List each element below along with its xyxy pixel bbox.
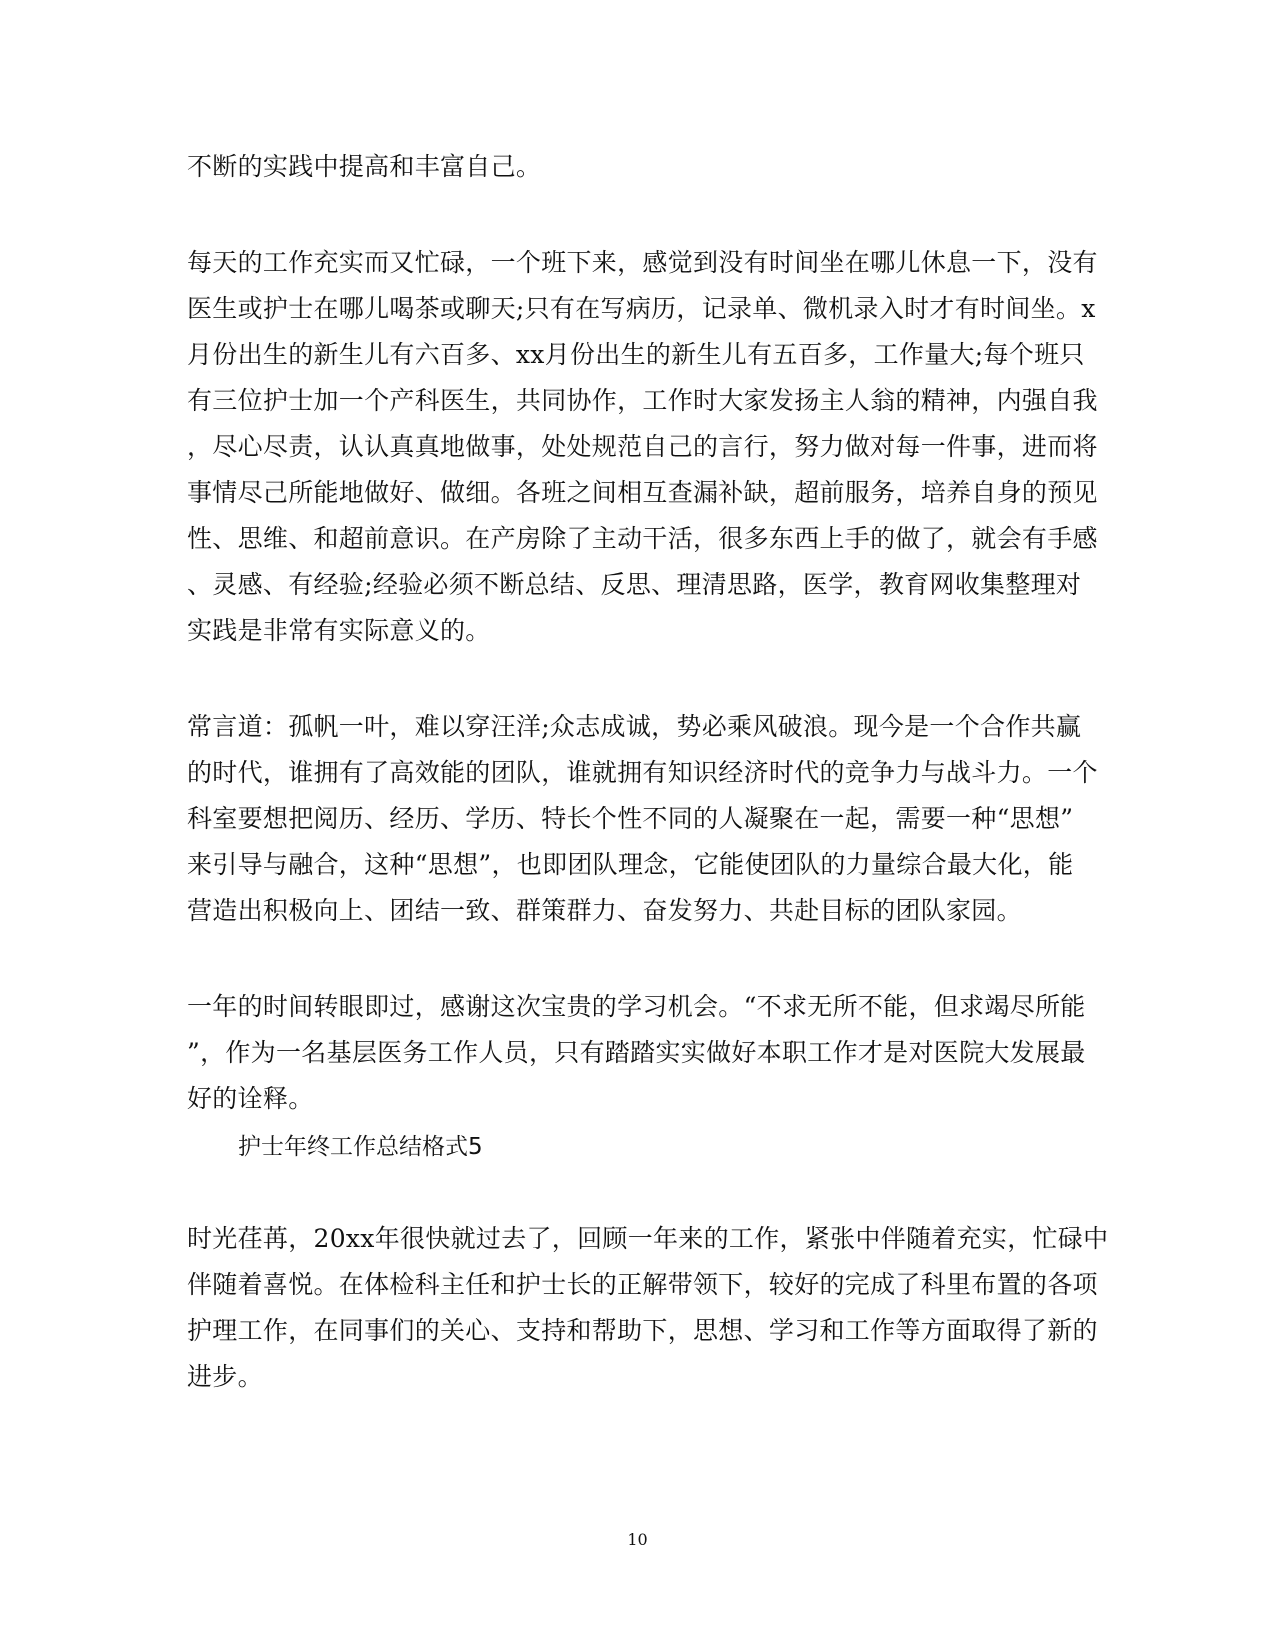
paragraph-3-line: 科室要想把阅历、经历、学历、特长个性不同的人凝聚在一起，需要一种“思想” (187, 804, 1074, 833)
paragraph-5-line: 进步。 (187, 1362, 263, 1391)
paragraph-2-line: 月份出生的新生儿有六百多、xx月份出生的新生儿有五百多，工作量大;每个班只 (187, 340, 1085, 369)
paragraph-3-line: 常言道：孤帆一叶，难以穿汪洋;众志成诚，势必乘风破浪。现今是一个合作共赢 (187, 712, 1082, 741)
paragraph-5-line: 时光荏苒，20xx年很快就过去了，回顾一年来的工作，紧张中伴随着充实，忙碌中 (187, 1224, 1109, 1253)
paragraph-2-line: 医生或护士在哪儿喝茶或聊天;只有在写病历，记录单、微机录入时才有时间坐。x (187, 294, 1096, 323)
paragraph-2-line: 、灵感、有经验;经验必须不断总结、反思、理清思路，医学，教育网收集整理对 (187, 570, 1082, 599)
page-number: 10 (627, 1530, 648, 1549)
paragraph-4-line: ”，作为一名基层医务工作人员，只有踏踏实实做好本职工作才是对医院大发展最 (187, 1038, 1086, 1067)
paragraph-2-line: 每天的工作充实而又忙碌，一个班下来，感觉到没有时间坐在哪儿休息一下，没有 (187, 248, 1098, 277)
paragraph-2-line: 性、思维、和超前意识。在产房除了主动干活，很多东西上手的做了，就会有手感 (187, 524, 1098, 553)
paragraph-4-line: 好的诠释。 (187, 1084, 314, 1113)
paragraph-2-line: ，尽心尽责，认认真真地做事，处处规范自己的言行，努力做对每一件事，进而将 (187, 432, 1098, 461)
paragraph-2-line: 实践是非常有实际意义的。 (187, 616, 491, 645)
paragraph-5-line: 伴随着喜悦。在体检科主任和护士长的正解带领下，较好的完成了科里布置的各项 (187, 1270, 1098, 1299)
paragraph-2-line: 事情尽己所能地做好、做细。各班之间相互查漏补缺，超前服务，培养自身的预见 (187, 478, 1098, 507)
paragraph-4-line: 一年的时间转眼即过，感谢这次宝贵的学习机会。“不求无所不能，但求竭尽所能 (187, 992, 1086, 1021)
paragraph-5-line: 护理工作，在同事们的关心、支持和帮助下，思想、学习和工作等方面取得了新的 (187, 1316, 1098, 1345)
paragraph-3-line: 的时代，谁拥有了高效能的团队，谁就拥有知识经济时代的竞争力与战斗力。一个 (187, 758, 1098, 787)
paragraph-1-line: 不断的实践中提高和丰富自己。 (187, 152, 542, 181)
paragraph-3-line: 来引导与融合，这种“思想”，也即团队理念，它能使团队的力量综合最大化，能 (187, 850, 1074, 879)
paragraph-3-line: 营造出积极向上、团结一致、群策群力、奋发努力、共赴目标的团队家园。 (187, 896, 1022, 925)
paragraph-2-line: 有三位护士加一个产科医生，共同协作，工作时大家发扬主人翁的精神，内强自我 (187, 386, 1098, 415)
section-heading: 护士年终工作总结格式5 (238, 1134, 483, 1160)
